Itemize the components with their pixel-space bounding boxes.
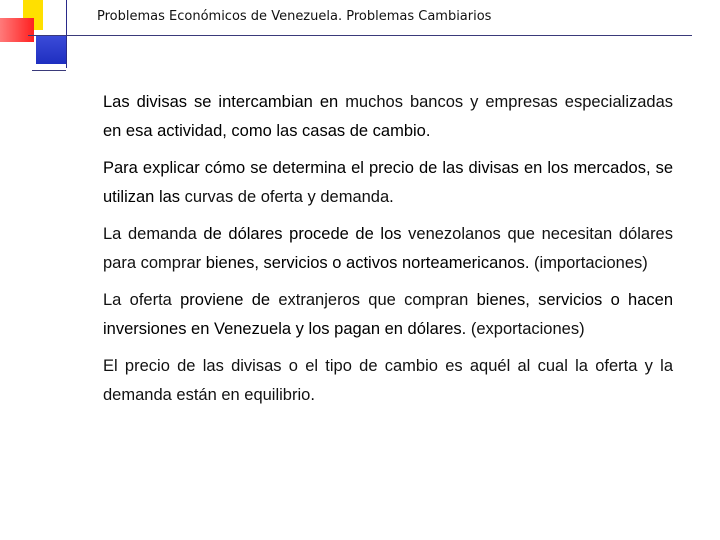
paragraph [103, 220, 673, 278]
paragraph-emphasis: extranjeros que compran [278, 291, 469, 309]
paragraph [103, 286, 673, 344]
slide-body [103, 88, 673, 418]
paragraph-text: Para explicar cómo se determina el precio de las divisas en los mercados, se utilizan las [103, 159, 673, 206]
paragraph-emphasis: venezolanos que necesitan dólares para comprar [103, 225, 673, 272]
paragraph [103, 154, 673, 212]
paragraph-emphasis: curvas de oferta y demanda [184, 188, 390, 206]
paragraph-text: bienes, servicios o activos norteamericanos. [201, 254, 535, 272]
paragraph [103, 88, 673, 146]
header-divider [28, 35, 692, 36]
paragraph-emphasis: muchos bancos y empresas especializadas [345, 93, 674, 111]
paragraph-text: . [310, 386, 315, 404]
vertical-divider [66, 0, 67, 68]
paragraph-emphasis: (importaciones) [534, 254, 648, 272]
paragraph-text: proviene de [171, 291, 279, 309]
paragraph-emphasis: La demanda [103, 225, 197, 243]
paragraph-emphasis: El precio de las divisas o el tipo de cambio es aquél al cual la oferta y la demanda están en equilibrio [103, 357, 673, 404]
paragraph-text: de dólares procede de los [196, 225, 409, 243]
paragraph-text: en esa actividad, como las casas de cambio. [103, 122, 431, 140]
red-square-decoration [0, 18, 34, 42]
paragraph-emphasis: La oferta [103, 291, 172, 309]
slide-title: Problemas Económicos de Venezuela. Problemas Cambiarios [97, 9, 492, 24]
paragraph [103, 352, 673, 410]
paragraph-text: Las divisas se intercambian en [103, 93, 346, 111]
blue-square-decoration [36, 36, 66, 64]
paragraph-emphasis: (exportaciones) [470, 320, 585, 338]
paragraph-text: . [389, 188, 394, 206]
short-divider [32, 70, 66, 71]
paragraph-text: bienes, servicios o hacen inversiones en Venezuela y los pagan en dólares. [103, 291, 673, 338]
